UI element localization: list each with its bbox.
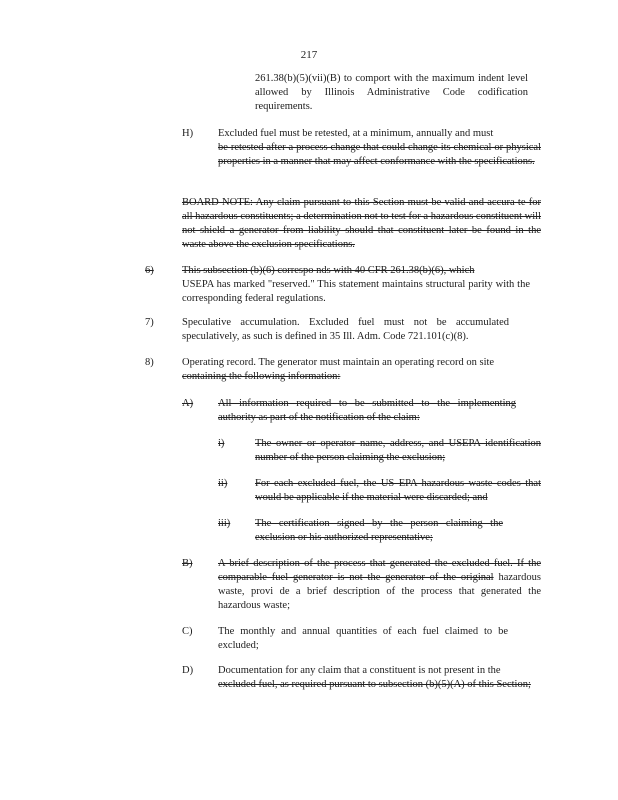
item-8-label: 8)	[145, 357, 154, 368]
paragraph-5g-continuation: 261.38(b)(5)(vii)(B) to comport with the maximum indent level allowed by Illinois Administrative Code codification requirements.	[255, 73, 528, 112]
item-8-plain: Operating record. The generator must maintain an operating record on site	[182, 357, 495, 368]
item-8b-plain: hazardous waste, provi de a brief description of the process that generated the hazardous waste;	[218, 572, 542, 611]
page-number: 217	[300, 49, 318, 61]
item-8a-label: A)	[182, 398, 194, 409]
item-7-text: Speculative accumulation. Excluded fuel must not be accumulated speculatively, as such is defined in 35 Ill. Adm. Code 721.101(c)(8).	[182, 317, 509, 342]
item-8-text	[182, 356, 541, 384]
item-8d-text	[218, 664, 541, 692]
item-8a-i-label: i)	[218, 438, 225, 449]
item-8c-label: C)	[182, 626, 193, 637]
item-8a-ii-text: For each excluded fuel, the US EPA hazardous waste codes that would be applicable if the material were discarded; and	[255, 478, 541, 503]
item-6-struck: This subsection (b)(6) correspo nds with 40 CFR 261.38(b)(6), which	[182, 265, 475, 276]
item-8a-ii-label: ii)	[218, 478, 228, 489]
item-8a-iii-label: iii)	[218, 518, 231, 529]
item-8a-text: All information required to be submitted to the implementing authority as part of the notification of the claim:	[218, 398, 516, 423]
item-5h-struck: be retested after a process change that could change its chemical or physical properties in a manner that may affect conformance with the specifications.	[218, 142, 541, 167]
item-8a-iii-text: The certification signed by the person claiming the exclusion or his authorized representative;	[255, 518, 503, 543]
item-5h-label: H)	[182, 128, 194, 139]
item-8b-struck: A brief description of the process that generated the excluded fuel. If the comparable fuel generator is not the generator of the original	[218, 558, 541, 583]
item-6-text	[182, 264, 530, 306]
item-5h-text	[218, 127, 541, 169]
item-8d-plain: Documentation for any claim that a constituent is not present in the	[218, 665, 501, 676]
item-8-struck: containing the following information:	[182, 371, 341, 382]
item-6-label: 6)	[145, 265, 154, 276]
item-8d-label: D)	[182, 665, 194, 676]
item-8a-i-text: The owner or operator name, address, and USEPA identification number of the person claiming the exclusion;	[255, 438, 541, 463]
item-8c-text: The monthly and annual quantities of each fuel claimed to be excluded;	[218, 626, 508, 651]
item-6-plain: USEPA has marked "reserved." This statement maintains structural parity with the corresponding federal regulations.	[182, 279, 530, 304]
item-8d-struck: excluded fuel, as required pursuant to subsection (b)(5)(A) of this Section;	[218, 679, 531, 690]
item-8b-text	[218, 557, 541, 613]
item-8b-label: B)	[182, 558, 193, 569]
item-5h-plain: Excluded fuel must be retested, at a minimum, annually and must	[218, 128, 494, 139]
item-7-label: 7)	[145, 317, 154, 328]
board-note: BOARD NOTE: Any claim pursuant to this Section must be valid and accura te for all hazardous constituents; a determination not to test for a hazardous constituent will not shield a generator from liability should that constituent later be found in the waste above the exclusion specifications.	[182, 197, 541, 250]
